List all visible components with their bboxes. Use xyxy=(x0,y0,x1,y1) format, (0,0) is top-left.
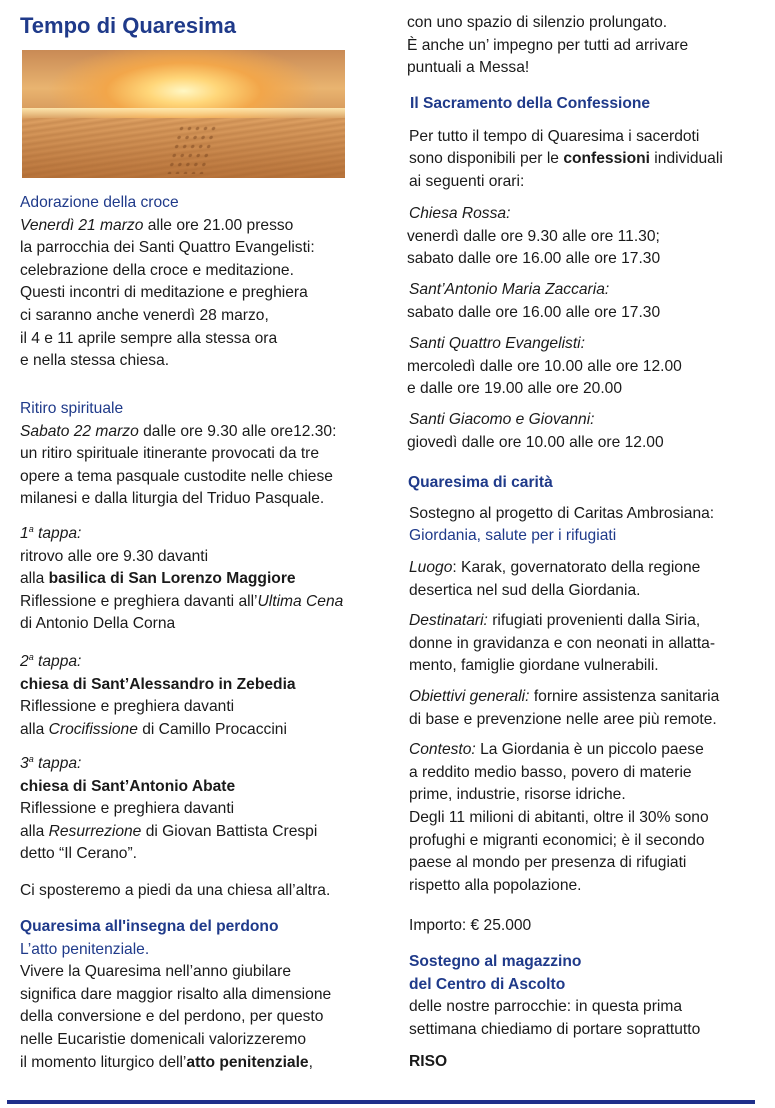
orari-giacomo-giovanni xyxy=(407,409,765,454)
perdono-line: nelle Eucaristie domenicali valorizzeremo xyxy=(20,1030,307,1048)
orari-line: mercoledì dalle ore 10.00 alle ore 12.00 xyxy=(407,357,682,375)
section-tappa-3 xyxy=(20,753,382,866)
obiettivi-line: Obiettivi generali: fornire assistenza sanitaria xyxy=(409,687,720,705)
tappa-2-church: chiesa di Sant’Alessandro in Zebedia xyxy=(20,675,296,693)
orari-church-name: Chiesa Rossa: xyxy=(409,205,511,222)
sposteremo-note: Ci sposteremo a piedi da una chiesa all’altra. xyxy=(20,882,331,899)
adorazione-line-1: Venerdì 21 marzo alle ore 21.00 presso xyxy=(20,216,294,234)
contesto-line: paese al mondo per presenza di rifugiati xyxy=(409,854,687,872)
orari-line: giovedì dalle ore 10.00 alle ore 12.00 xyxy=(407,433,664,451)
tappa-2-line: alla Crocifissione di Camillo Procaccini xyxy=(20,720,287,738)
section-tappa-2 xyxy=(20,651,382,741)
confessione-line: sono disponibili per le confessioni individuali xyxy=(409,150,723,168)
section-perdono xyxy=(20,916,382,1074)
obiettivi-line: di base e prevenzione nelle aree più remote. xyxy=(409,710,717,728)
confessione-line: Per tutto il tempo di Quaresima i sacerdoti xyxy=(409,127,700,145)
tappa-1-line: ritrovo alle ore 9.30 davanti xyxy=(20,547,209,565)
perdono-line: significa dare maggior risalto alla dimensione xyxy=(20,985,332,1003)
tappa-1-line: alla basilica di San Lorenzo Maggiore xyxy=(20,570,296,588)
section-magazzino xyxy=(407,951,765,1074)
perdono-subheading: L’atto penitenziale. xyxy=(20,940,150,958)
continued-line: È anche un’ impegno per tutti ad arrivare xyxy=(407,36,689,54)
perdono-line: Vivere la Quaresima nell’anno giubilare xyxy=(20,963,292,981)
section-adorazione xyxy=(20,192,382,373)
desert-sunset-image xyxy=(22,50,345,178)
ritiro-heading: Ritiro spirituale xyxy=(20,400,124,417)
destinatari-line: Destinatari: rifugiati provenienti dalla Siria, xyxy=(409,612,701,630)
bottom-divider xyxy=(7,1100,755,1104)
tappa-3-church: chiesa di Sant’Antonio Abate xyxy=(20,777,236,795)
section-confessione xyxy=(407,93,765,193)
contesto-line: profughi e migranti economici; è il secondo xyxy=(409,831,705,849)
confessione-heading: Il Sacramento della Confessione xyxy=(410,95,651,112)
perdono-heading: Quaresima all'insegna del perdono xyxy=(20,918,279,935)
section-tappa-1 xyxy=(20,523,382,636)
confessione-line: ai seguenti orari: xyxy=(409,172,525,190)
orari-church-name: Santi Giacomo e Giovanni: xyxy=(409,411,595,428)
magazzino-line: delle nostre parrocchie: in questa prima xyxy=(409,998,683,1016)
destinatari-line: mento, famiglie giordane vulnerabili. xyxy=(409,657,659,675)
tappa-3-line: detto “Il Cerano”. xyxy=(20,845,138,863)
orari-zaccaria xyxy=(407,279,765,324)
orari-line: venerdì dalle ore 9.30 alle ore 11.30; xyxy=(407,227,660,245)
section-carita xyxy=(407,472,765,548)
carita-details xyxy=(407,557,755,897)
tappa-1-line: di Antonio Della Corna xyxy=(20,615,176,633)
adorazione-line: e nella stessa chiesa. xyxy=(20,352,170,370)
tappa-1-label: 1$^a$ tappa: xyxy=(20,523,82,542)
magazzino-heading-1: Sostegno al magazzino xyxy=(409,953,582,970)
continued-line: puntuali a Messa! xyxy=(407,59,530,77)
orari-chiesa-rossa xyxy=(407,203,765,271)
tappa-1-line: Riflessione e preghiera davanti all’Ultima Cena xyxy=(20,592,344,610)
contesto-line: prime, industrie, risorse idriche. xyxy=(409,786,626,804)
adorazione-line: il 4 e 11 aprile sempre alla stessa ora xyxy=(20,329,278,347)
ritiro-line: un ritiro spirituale itinerante provocati da tre xyxy=(20,445,320,463)
destinatari-line: donne in gravidanza e con neonati in allatta- xyxy=(409,634,716,652)
adorazione-line: celebrazione della croce e meditazione. xyxy=(20,261,294,279)
section-perdono-continued xyxy=(407,12,765,80)
carita-project-name: Giordania, salute per i rifugiati xyxy=(409,527,617,545)
page-title: Tempo di Quaresima xyxy=(20,13,236,38)
contesto-line: rispetto alla popolazione. xyxy=(409,876,582,894)
magazzino-line: settimana chiediamo di portare soprattutto xyxy=(409,1020,701,1038)
orari-quattro-evangelisti xyxy=(407,333,765,401)
orari-line: sabato dalle ore 16.00 alle ore 17.30 xyxy=(407,250,661,268)
perdono-line: della conversione e del perdono, per questo xyxy=(20,1008,324,1026)
adorazione-heading: Adorazione della croce xyxy=(20,194,179,211)
luogo-line: Luogo: Karak, governatorato della regione xyxy=(409,559,701,576)
ritiro-line: milanesi e dalla liturgia del Triduo Pasquale. xyxy=(20,490,325,508)
luogo-line: desertica nel sud della Giordania. xyxy=(409,581,641,599)
tappa-2-line: Riflessione e preghiera davanti xyxy=(20,698,235,716)
adorazione-line: Questi incontri di meditazione e preghiera xyxy=(20,284,308,302)
contesto-line: a reddito medio basso, povero di materie xyxy=(409,763,692,781)
continued-line: con uno spazio di silenzio prolungato. xyxy=(407,14,668,31)
contesto-line: Degli 11 milioni di abitanti, oltre il 30% sono xyxy=(409,808,709,826)
tappa-3-line: alla Resurrezione di Giovan Battista Crespi xyxy=(20,822,318,840)
adorazione-line: la parrocchia dei Santi Quattro Evangelisti: xyxy=(20,239,315,257)
magazzino-item: RISO xyxy=(409,1053,448,1071)
carita-heading: Quaresima di carità xyxy=(408,474,553,491)
section-ritiro xyxy=(20,398,382,511)
tappa-2-label: 2$^a$ tappa: xyxy=(20,651,82,670)
orari-line: e dalle ore 19.00 alle ore 20.00 xyxy=(407,380,623,398)
ritiro-line: opere a tema pasquale custodite nelle chiese xyxy=(20,467,333,485)
orari-line: sabato dalle ore 16.00 alle ore 17.30 xyxy=(407,303,661,321)
perdono-line-last: il momento liturgico dell’atto penitenziale, xyxy=(20,1053,313,1071)
orari-church-name: Santi Quattro Evangelisti: xyxy=(409,335,585,352)
magazzino-heading-2: del Centro di Ascolto xyxy=(409,975,566,993)
carita-line: Sostegno al progetto di Caritas Ambrosiana: xyxy=(409,504,715,522)
ritiro-line-1: Sabato 22 marzo dalle ore 9.30 alle ore12.30: xyxy=(20,422,337,440)
tappa-3-label: 3$^a$ tappa: xyxy=(20,753,82,772)
tappa-3-line: Riflessione e preghiera davanti xyxy=(20,800,235,818)
orari-church-name: Sant’Antonio Maria Zaccaria: xyxy=(409,281,610,298)
adorazione-line: ci saranno anche venerdì 28 marzo, xyxy=(20,306,269,324)
contesto-line: Contesto: La Giordania è un piccolo paese xyxy=(409,741,704,759)
importo-amount: Importo: € 25.000 xyxy=(409,917,532,934)
